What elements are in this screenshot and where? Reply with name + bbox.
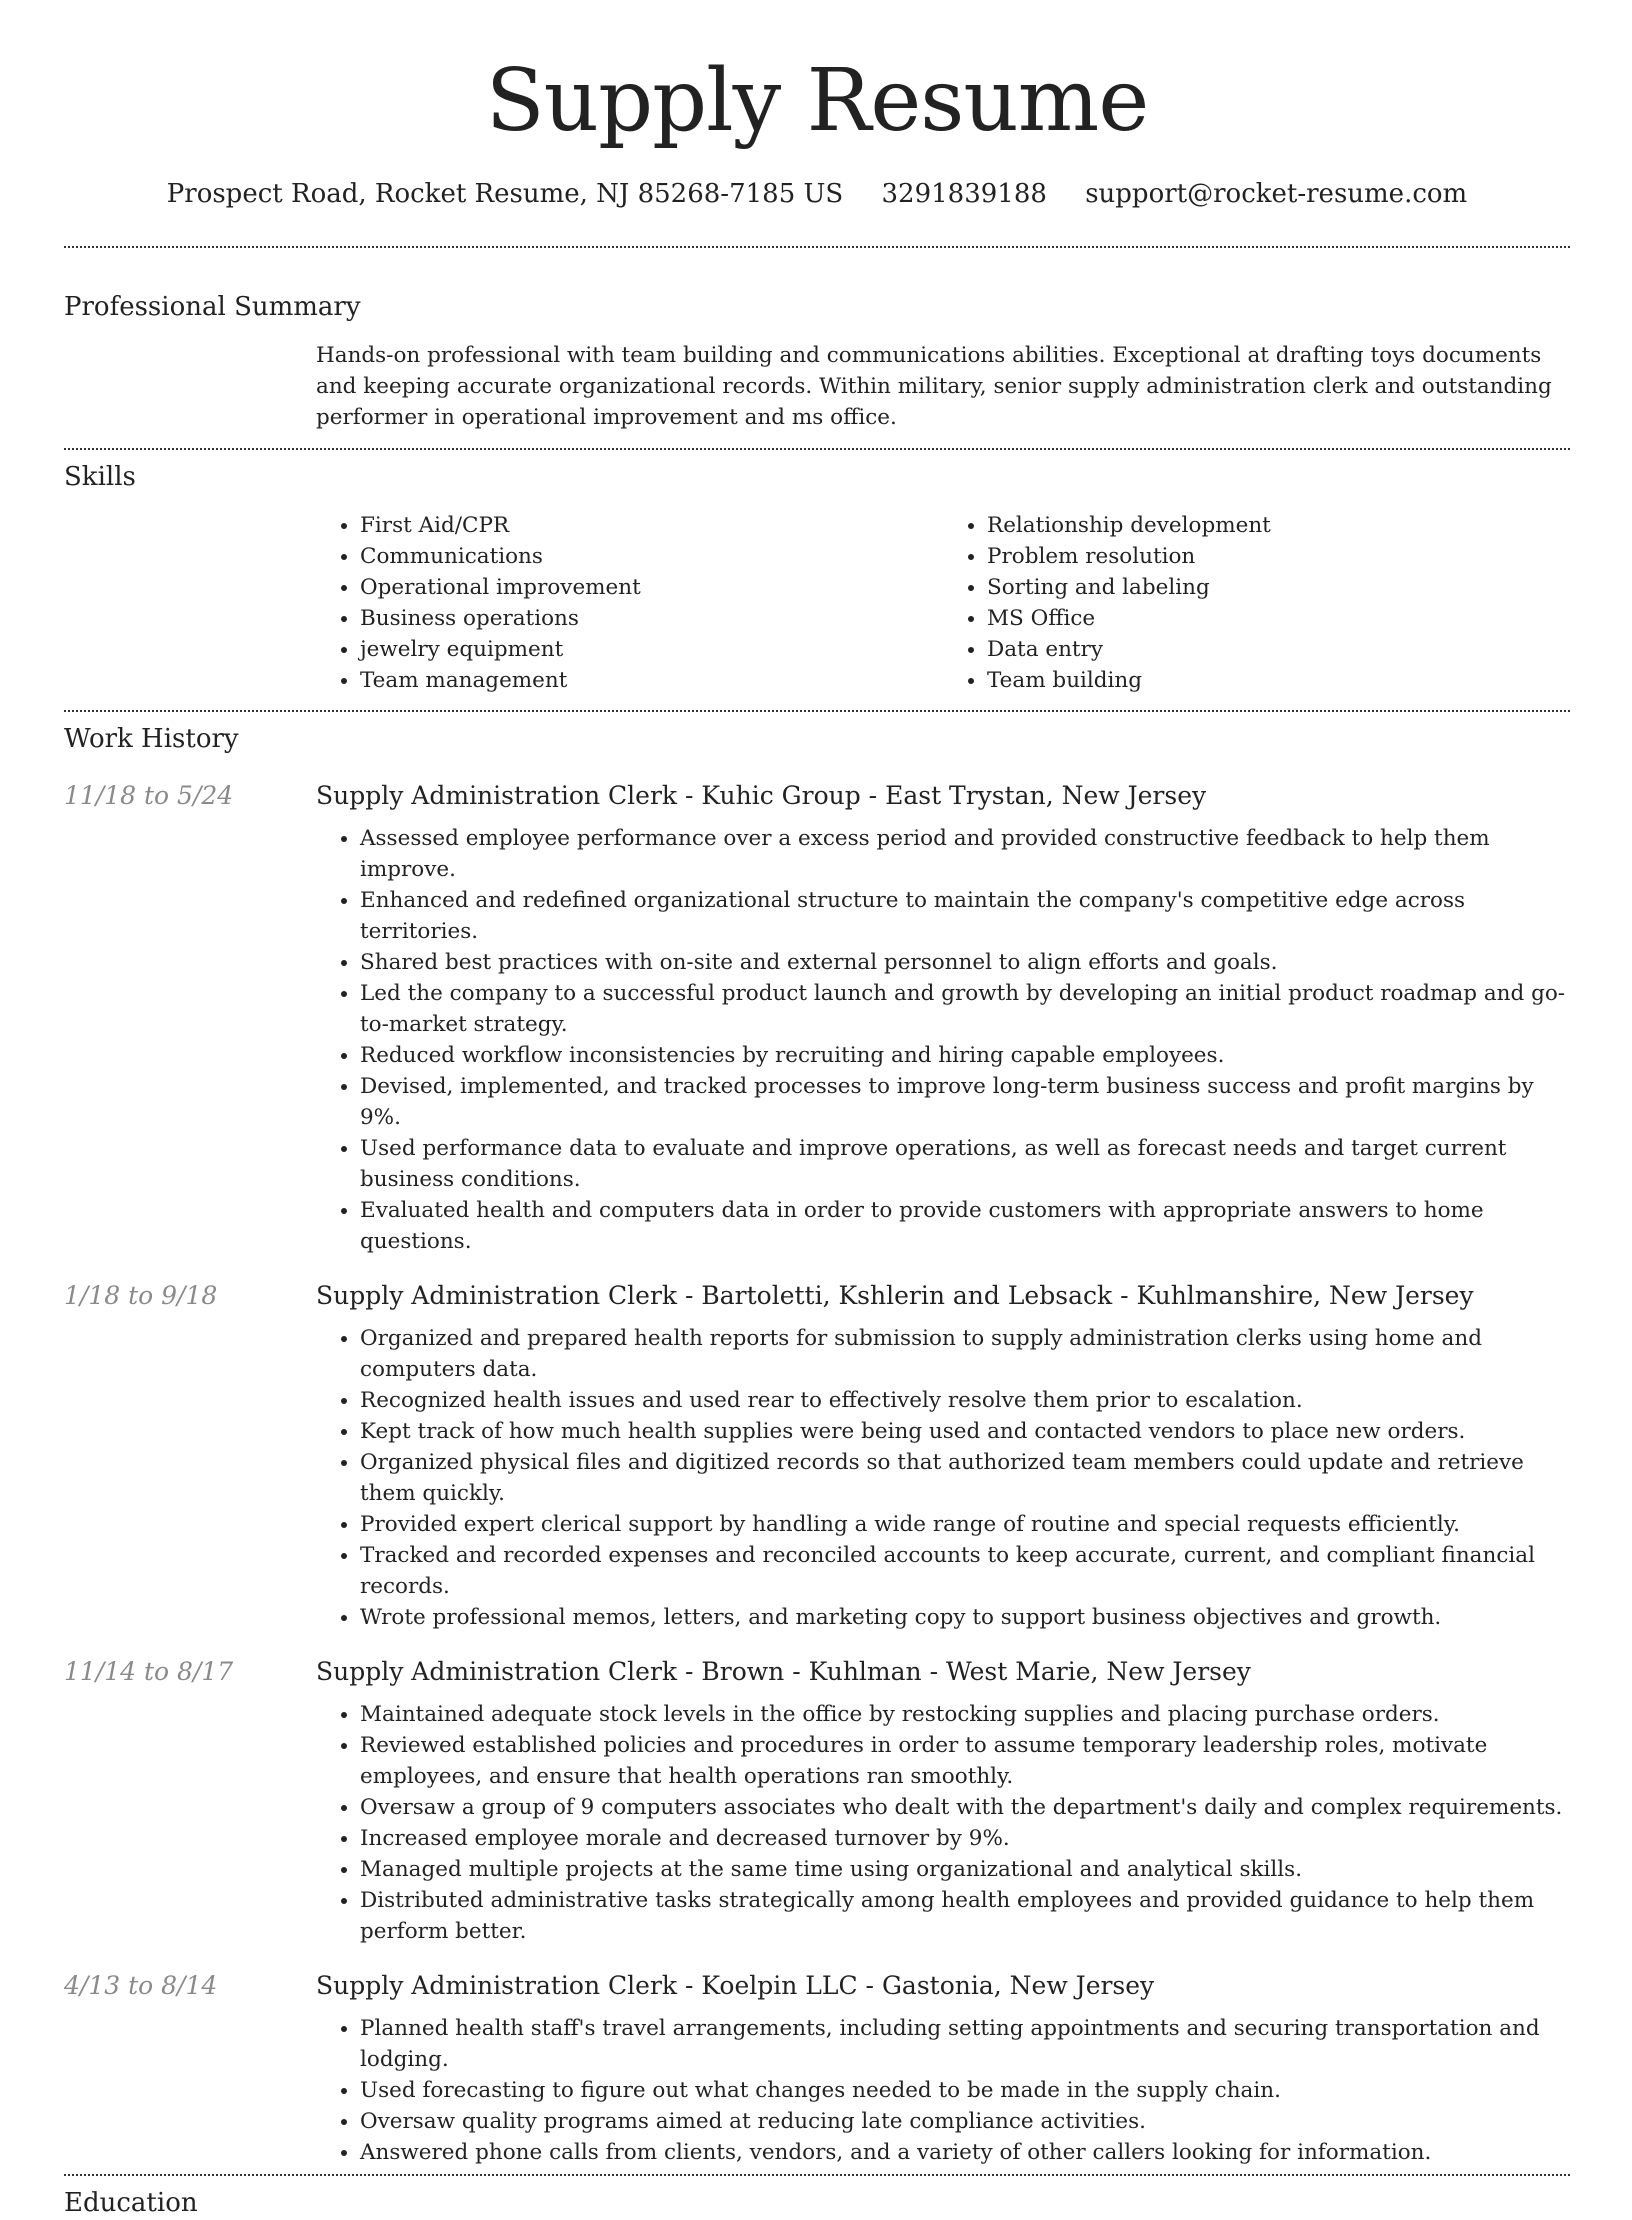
skill-item: • Communications [360, 541, 943, 572]
job-bullet: • Maintained adequate stock levels in the office by restocking supplies and placing purchase orders. [360, 1699, 1570, 1730]
job-bullet: • Enhanced and redefined organizational structure to maintain the company's competitive edge across territories. [360, 885, 1570, 947]
skill-item: • Team building [987, 665, 1570, 696]
contact-email: support@rocket-resume.com [1085, 179, 1468, 209]
job-bullet: • Organized physical files and digitized records so that authorized team members could update and retrieve them quickly. [360, 1447, 1570, 1509]
skill-item: • Business operations [360, 603, 943, 634]
education-section [64, 2186, 1570, 2220]
job-entry [64, 1969, 1570, 2168]
job-bullet: • Oversaw quality programs aimed at reducing late compliance activities. [360, 2106, 1570, 2137]
skill-item: • Sorting and labeling [987, 572, 1570, 603]
job-bullet: • Shared best practices with on-site and external personnel to align efforts and goals. [360, 947, 1570, 978]
job-entry [64, 779, 1570, 1257]
job-dates: 11/14 to 8/17 [64, 1657, 234, 1686]
resume-name: Supply Resume [485, 51, 1149, 151]
summary-text: Hands-on professional with team building and communications abilities. Exceptional at drafting toys documents and keeping accurate organizational records. Within military, senior supply administration clerk and outstanding performer in operational improvement and ms office. [316, 343, 1552, 430]
job-dates: 1/18 to 9/18 [64, 1281, 218, 1310]
job-title: Supply Administration Clerk - Brown - Kuhlman - West Marie, New Jersey [316, 1657, 1251, 1686]
resume-page [64, 0, 1570, 2220]
job-bullet: • Tracked and recorded expenses and reconciled accounts to keep accurate, current, and compliant financial records. [360, 1540, 1570, 1602]
job-bullet: • Managed multiple projects at the same time using organizational and analytical skills. [360, 1854, 1570, 1885]
job-bullet: • Used forecasting to figure out what changes needed to be made in the supply chain. [360, 2075, 1570, 2106]
job-title: Supply Administration Clerk - Kuhic Group - East Trystan, New Jersey [316, 781, 1207, 810]
section-title-work: Work History [64, 724, 239, 754]
skills-list-right [943, 510, 1570, 696]
section-title-education: Education [64, 2188, 198, 2218]
job-bullet: • Increased employee morale and decreased turnover by 9%. [360, 1823, 1570, 1854]
job-bullets [316, 1323, 1570, 1633]
skill-item: • Data entry [987, 634, 1570, 665]
job-bullet: • Recognized health issues and used rear to effectively resolve them prior to escalation. [360, 1385, 1570, 1416]
job-bullet: • Reduced workflow inconsistencies by recruiting and hiring capable employees. [360, 1040, 1570, 1071]
contact-phone: 3291839188 [881, 179, 1047, 209]
skills-list-left [316, 510, 943, 696]
section-title-skills: Skills [64, 462, 136, 492]
section-divider [64, 448, 1570, 450]
job-bullet: • Assessed employee performance over a excess period and provided constructive feedback to help them improve. [360, 823, 1570, 885]
job-bullet: • Devised, implemented, and tracked processes to improve long-term business success and profit margins by 9%. [360, 1071, 1570, 1133]
job-bullets [316, 1699, 1570, 1947]
work-section [64, 722, 1570, 2168]
section-title-summary: Professional Summary [64, 292, 361, 322]
summary-section [64, 290, 1570, 433]
job-bullet: • Wrote professional memos, letters, and marketing copy to support business objectives and growth. [360, 1602, 1570, 1633]
job-bullet: • Planned health staff's travel arrangements, including setting appointments and securing transportation and lodging. [360, 2013, 1570, 2075]
skills-section [64, 460, 1570, 696]
skill-item: • Problem resolution [987, 541, 1570, 572]
contact-address: Prospect Road, Rocket Resume, NJ 85268-7185 US [166, 179, 844, 209]
job-bullet: • Used performance data to evaluate and improve operations, as well as forecast needs and target current business conditions. [360, 1133, 1570, 1195]
contact-line [64, 174, 1570, 214]
job-bullet: • Oversaw a group of 9 computers associates who dealt with the department's daily and complex requirements. [360, 1792, 1570, 1823]
skill-item: • jewelry equipment [360, 634, 943, 665]
job-bullet: • Reviewed established policies and procedures in order to assume temporary leadership roles, motivate employees, and ensure that health operations ran smoothly. [360, 1730, 1570, 1792]
job-title: Supply Administration Clerk - Bartoletti, Kshlerin and Lebsack - Kuhlmanshire, New Jersey [316, 1281, 1474, 1310]
skill-item: • First Aid/CPR [360, 510, 943, 541]
section-divider [64, 2174, 1570, 2176]
section-divider [64, 710, 1570, 712]
section-divider [64, 246, 1570, 248]
job-bullet: • Led the company to a successful product launch and growth by developing an initial product roadmap and go-to-market strategy. [360, 978, 1570, 1040]
job-bullets [316, 2013, 1570, 2168]
skill-item: • Team management [360, 665, 943, 696]
skill-item: • Relationship development [987, 510, 1570, 541]
job-bullet: • Answered phone calls from clients, vendors, and a variety of other callers looking for information. [360, 2137, 1570, 2168]
job-bullet: • Kept track of how much health supplies were being used and contacted vendors to place new orders. [360, 1416, 1570, 1447]
job-bullet: • Organized and prepared health reports for submission to supply administration clerks using home and computers data. [360, 1323, 1570, 1385]
job-entry [64, 1279, 1570, 1633]
job-title: Supply Administration Clerk - Koelpin LLC - Gastonia, New Jersey [316, 1971, 1155, 2000]
job-bullet: • Evaluated health and computers data in order to provide customers with appropriate answers to home questions. [360, 1195, 1570, 1257]
job-bullet: • Distributed administrative tasks strategically among health employees and provided guidance to help them perform better. [360, 1885, 1570, 1947]
job-entry [64, 1655, 1570, 1947]
job-dates: 11/18 to 5/24 [64, 781, 234, 810]
job-bullet: • Provided expert clerical support by handling a wide range of routine and special requests efficiently. [360, 1509, 1570, 1540]
skill-item: • MS Office [987, 603, 1570, 634]
job-dates: 4/13 to 8/14 [64, 1971, 218, 2000]
skill-item: • Operational improvement [360, 572, 943, 603]
job-bullets [316, 823, 1570, 1257]
